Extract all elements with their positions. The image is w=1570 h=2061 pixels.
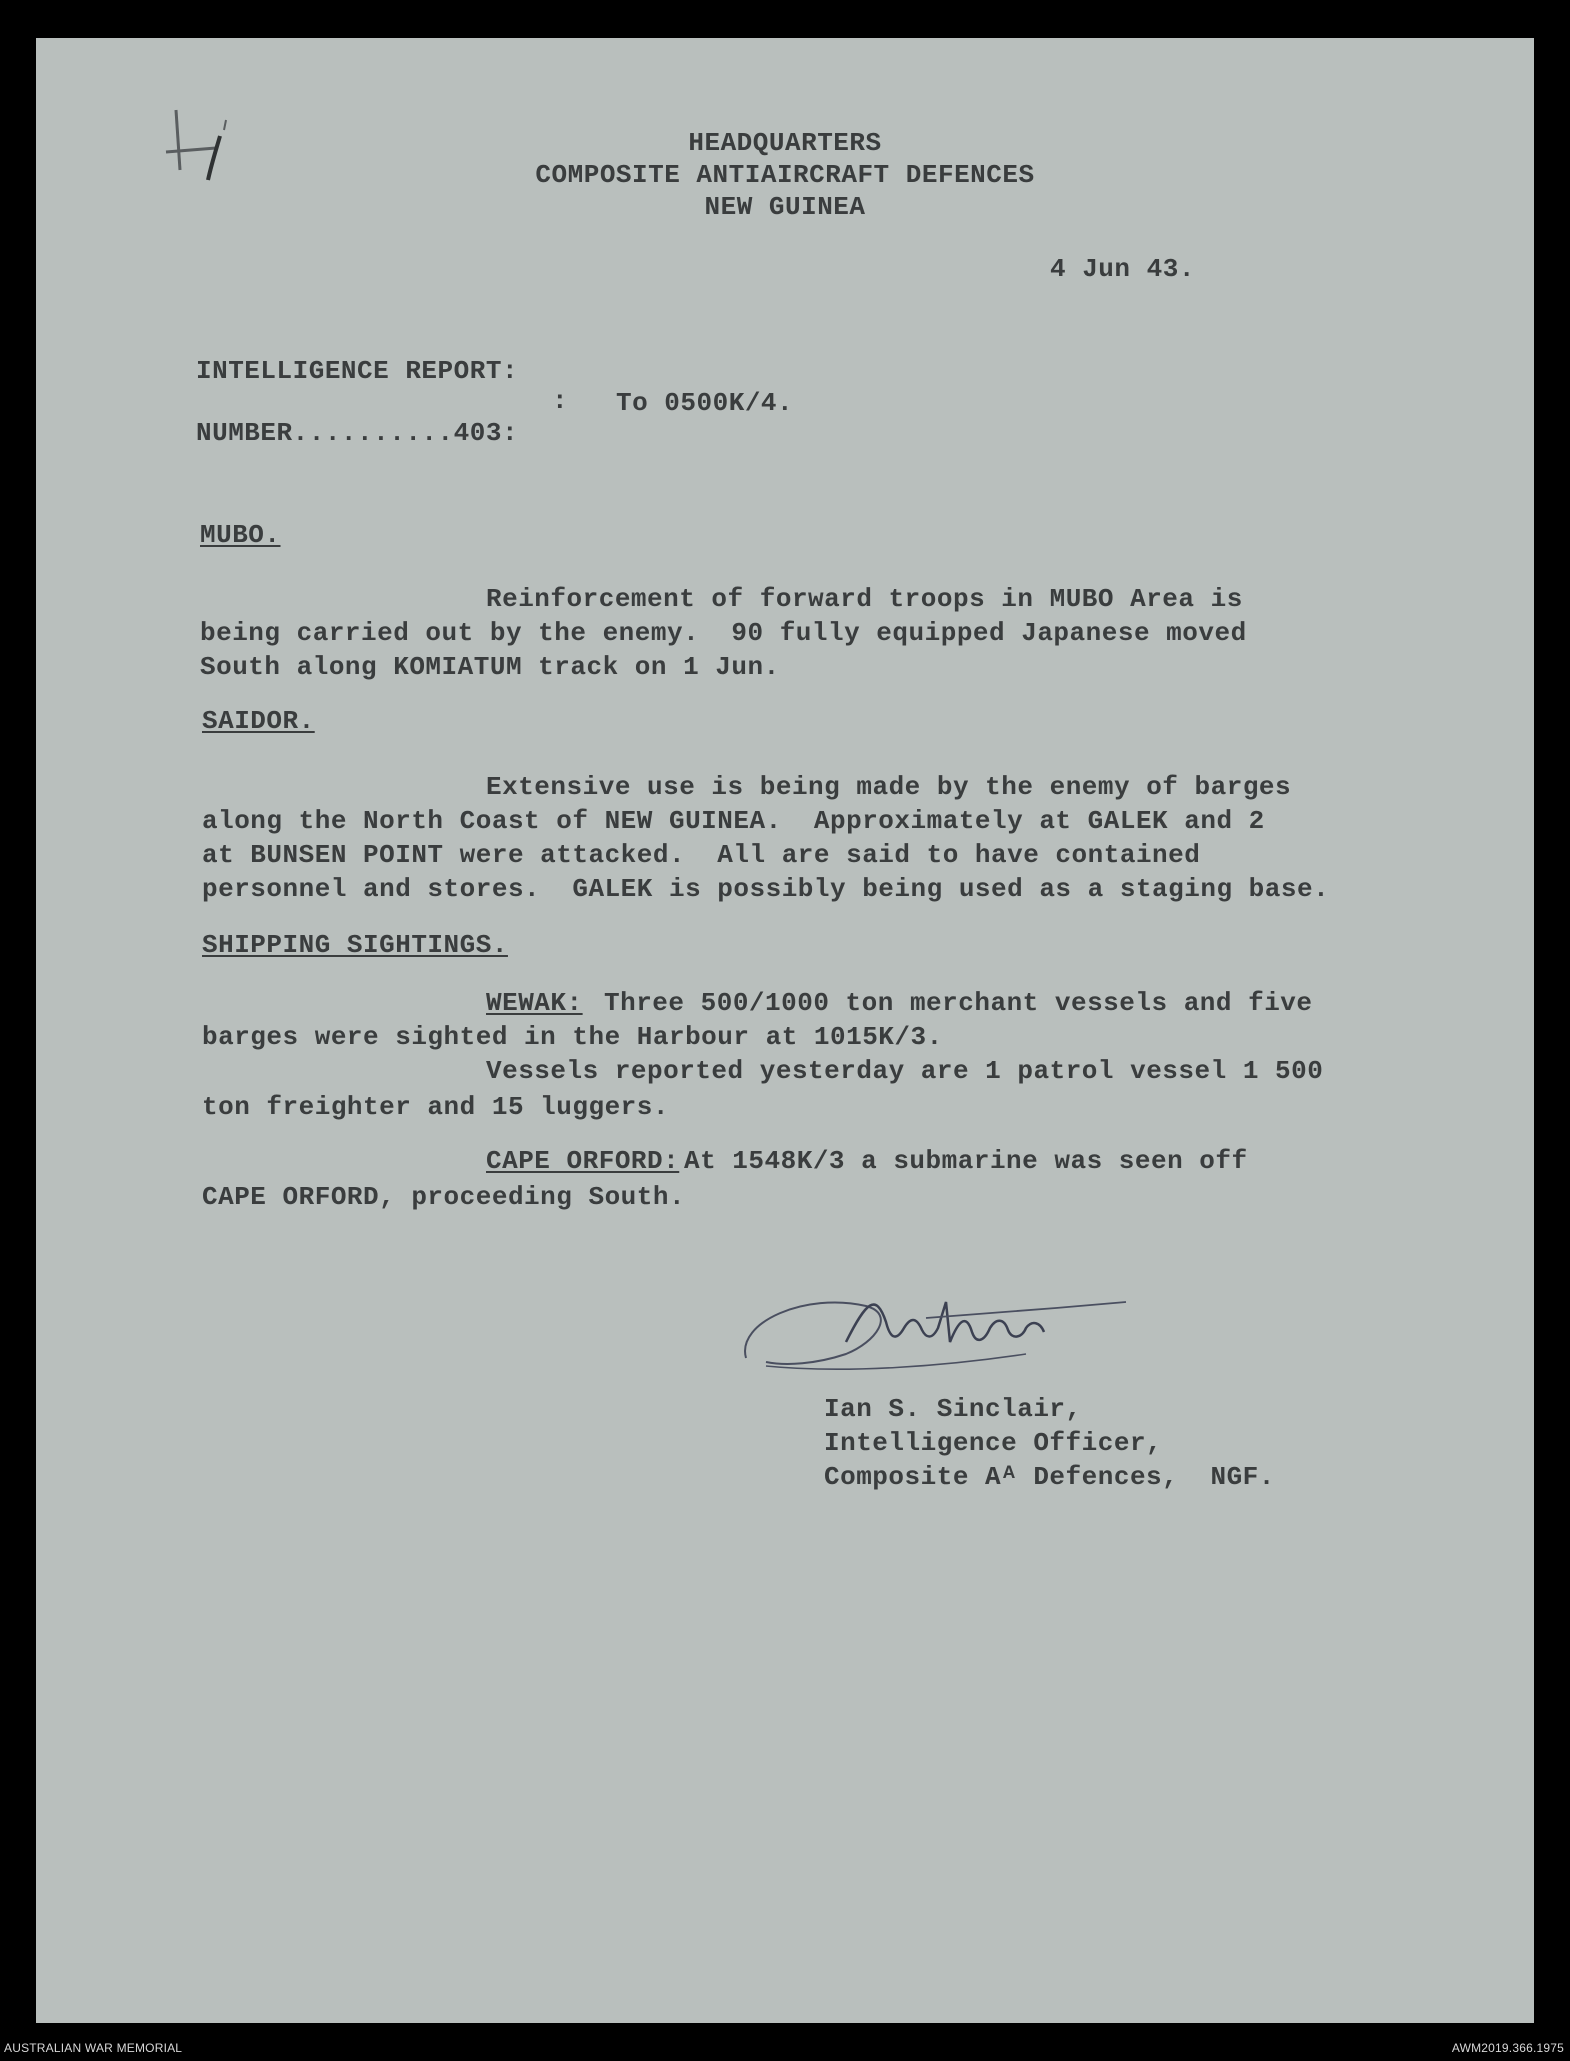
signatory-unit: Composite Aᴬ Defences, NGF.	[824, 1462, 1275, 1492]
section-heading-saidor: SAIDOR.	[202, 706, 315, 736]
saidor-line-1: Extensive use is being made by the enemy of barges	[486, 772, 1292, 802]
cape-orford-line-2: CAPE ORFORD, proceeding South.	[202, 1182, 686, 1212]
mubo-line-3: South along KOMIATUM track on 1 Jun.	[200, 652, 780, 682]
report-label-line-1: INTELLIGENCE REPORT:	[196, 356, 519, 386]
mubo-line-2: being carried out by the enemy. 90 fully equipped Japanese moved	[200, 618, 1247, 648]
handwritten-signature	[726, 1262, 1206, 1392]
wewak-line-4: ton freighter and 15 luggers.	[202, 1092, 669, 1122]
wewak-line-1: Three 500/1000 ton merchant vessels and five	[604, 988, 1313, 1018]
wewak-line-2: barges were sighted in the Harbour at 1015K/3.	[202, 1022, 943, 1052]
cape-orford-label: CAPE ORFORD:	[486, 1146, 680, 1176]
section-heading-shipping: SHIPPING SIGHTINGS.	[202, 930, 508, 960]
signatory-title: Intelligence Officer,	[824, 1428, 1163, 1458]
footer-institution: AUSTRALIAN WAR MEMORIAL	[4, 2041, 183, 2055]
report-number: NUMBER..........403:	[196, 418, 519, 448]
saidor-line-2: along the North Coast of NEW GUINEA. Approximately at GALEK and 2	[202, 806, 1265, 836]
header-line-1: HEADQUARTERS	[688, 128, 882, 158]
report-label-line-2: :	[552, 386, 569, 416]
section-heading-mubo: MUBO.	[200, 520, 281, 550]
saidor-line-4: personnel and stores. GALEK is possibly being used as a staging base.	[202, 874, 1330, 904]
header-line-3: NEW GUINEA	[704, 192, 866, 222]
cape-orford-line-1: At 1548K/3 a submarine was seen off	[684, 1146, 1248, 1176]
signatory-name: Ian S. Sinclair,	[824, 1394, 1082, 1424]
report-period: To 0500K/4.	[616, 388, 794, 418]
document-page	[36, 38, 1534, 2023]
header-line-2: COMPOSITE ANTIAIRCRAFT DEFENCES	[535, 160, 1035, 190]
wewak-label: WEWAK:	[486, 988, 583, 1018]
document-date: 4 Jun 43.	[1050, 254, 1195, 284]
footer-accession-number: AWM2019.366.1975	[1451, 2041, 1564, 2055]
mubo-line-1: Reinforcement of forward troops in MUBO Area is	[486, 584, 1243, 614]
saidor-line-3: at BUNSEN POINT were attacked. All are said to have contained	[202, 840, 1201, 870]
wewak-line-3: Vessels reported yesterday are 1 patrol vessel 1 500	[486, 1056, 1324, 1086]
